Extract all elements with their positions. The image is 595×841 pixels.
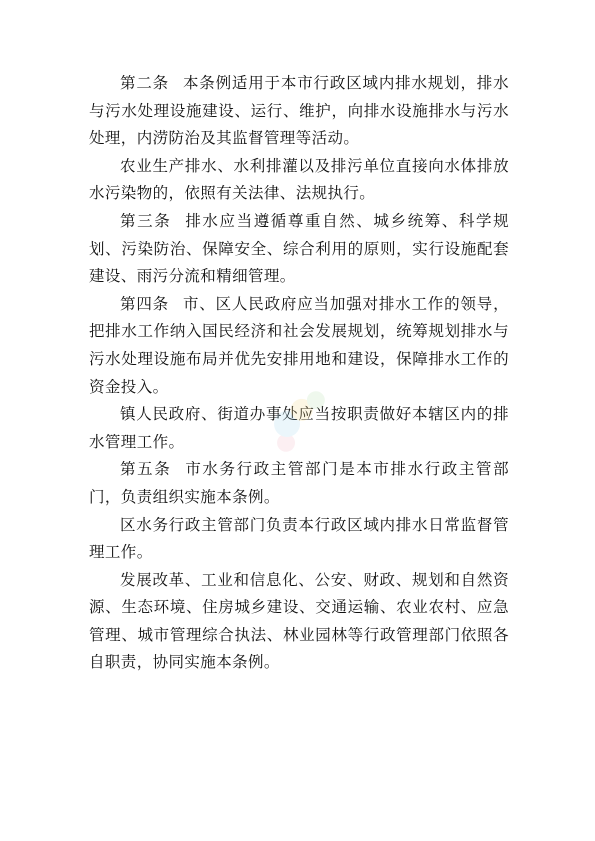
article-number: 第三条 xyxy=(120,211,172,230)
paragraph-article-5-clause-2 xyxy=(89,512,509,567)
document-body xyxy=(89,70,509,677)
paragraph-article-4 xyxy=(89,291,509,401)
paragraph-article-2-clause-2 xyxy=(89,153,509,208)
paragraph-article-4-clause-2 xyxy=(89,401,509,456)
article-number: 第四条 xyxy=(120,294,169,313)
paragraph-text: 农业生产排水、水利排灌以及排污单位直接向水体排放水污染物的，依照有关法律、法规执行。 xyxy=(89,156,509,203)
paragraph-text: 发展改革、工业和信息化、公安、财政、规划和自然资源、生态环境、住房城乡建设、交通运输、农业农村、应急管理、城市管理综合执法、林业园林等行政管理部门依照各自职责，协同实施本条例。 xyxy=(89,570,509,672)
paragraph-text: 本条例适用于本市行政区域内排水规划，排水与污水处理设施建设、运行、维护，向排水设施排水与污水处理，内涝防治及其监督管理等活动。 xyxy=(89,74,509,148)
paragraph-text: 区水务行政主管部门负责本行政区域内排水日常监督管理工作。 xyxy=(89,515,509,562)
paragraph-article-2 xyxy=(89,70,509,153)
paragraph-text: 市、区人民政府应当加强对排水工作的领导，把排水工作纳入国民经济和社会发展规划，统筹规划排水与污水处理设施布局并优先安排用地和建设，保障排水工作的资金投入。 xyxy=(89,294,509,396)
paragraph-article-5 xyxy=(89,456,509,511)
paragraph-text: 市水务行政主管部门是本市排水行政主管部门，负责组织实施本条例。 xyxy=(89,460,510,506)
paragraph-article-3 xyxy=(89,208,509,291)
article-number: 第二条 xyxy=(120,74,169,92)
paragraph-text: 镇人民政府、街道办事处应当按职责做好本辖区内的排水管理工作。 xyxy=(89,405,509,451)
article-number: 第五条 xyxy=(120,460,172,479)
paragraph-text: 排水应当遵循尊重自然、城乡统筹、科学规划、污染防治、保障安全、综合利用的原则，实行设施配套建设、雨污分流和精细管理。 xyxy=(89,211,510,286)
paragraph-article-5-clause-3 xyxy=(89,567,509,677)
